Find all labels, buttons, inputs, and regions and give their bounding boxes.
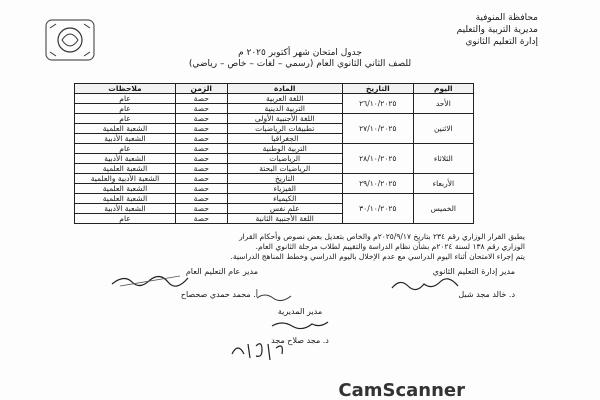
date-cell: ٢٩/١٠/٢٠٢٥ [342,174,413,194]
time-cell: حصة [176,184,228,194]
notes-cell: الشعبة العلمية [75,194,176,204]
footer-scan-text: CamScanner [338,380,465,400]
subject-cell: الجغرافيا [227,134,342,144]
day-cell: الخميس [413,194,473,224]
exam-schedule-table [74,83,474,224]
subject-cell: اللغة الأجنبية الثانية [227,214,342,224]
time-cell: حصة [176,214,228,224]
header-block [358,12,538,48]
signature-title: مدير إدارة التعليم الثانوي [432,267,515,276]
subject-cell: تطبيقات الرياضيات [227,124,342,134]
notes-cell: الشعبة الأدبية [75,134,176,144]
note-line: يطبق القرار الوزاري رقم ٢٣٤ بتاريخ ٢٠٢٥/٩/١٧م والخاص بتعديل بعض نصوص وأحكام القرار [239,232,525,241]
handwritten-date-icon [228,336,288,364]
subject-cell: الرياضيات [227,154,342,164]
notes-cell: الشعبة الأدبية [75,204,176,214]
subject-cell: الرياضيات البحتة [227,164,342,174]
notes-cell: الشعبة العلمية [75,164,176,174]
table-row [75,194,474,204]
department-label: إدارة التعليم الثانوي [465,37,538,47]
notes-cell: عام [75,104,176,114]
header-time: الزمن [176,84,228,94]
day-cell: الأحد [413,94,473,114]
table-row [75,94,474,104]
time-cell: حصة [176,174,228,184]
notes-cell: الشعبة العلمية [75,184,176,194]
time-cell: حصة [176,94,228,104]
time-cell: حصة [176,124,228,134]
date-cell: ٢٦/١٠/٢٠٢٥ [342,94,413,114]
notes-cell: الشعبة العلمية [75,124,176,134]
time-cell: حصة [176,134,228,144]
subject-cell: التاريخ [227,174,342,184]
header-notes: ملاحظات [75,84,176,94]
subject-cell: علم نفس [227,204,342,214]
header-subject: المادة [227,84,342,94]
header-day: اليوم [413,84,473,94]
header-date: التاريخ [342,84,413,94]
notes-cell: عام [75,214,176,224]
day-cell: الأربعاء [413,174,473,194]
subject-cell: الكيمياء [227,194,342,204]
date-cell: ٢٧/١٠/٢٠٢٥ [342,114,413,144]
subject-cell: اللغة الأجنبية الأولى [227,114,342,124]
subject-cell: اللغة العربية [227,94,342,104]
handwritten-signature-left-icon [110,270,190,290]
handwritten-mark-icon [255,290,295,304]
date-cell: ٣٠/١٠/٢٠٢٥ [342,194,413,224]
title-line-1: جدول امتحان شهر أكتوبر ٢٠٢٥ م [238,48,362,58]
time-cell: حصة [176,104,228,114]
directorate-label: مديرية التربية والتعليم [456,25,538,35]
day-cell: الاثنين [413,114,473,144]
note-line: الوزاري رقم ١٣٨ لسنة ٢٠٢٤م بشأن نظام الدراسة والتقييم لطلاب مرحلة الثانوي العام. [255,242,525,251]
date-cell: ٢٨/١٠/٢٠٢٥ [342,144,413,174]
table-row [75,114,474,124]
time-cell: حصة [176,154,228,164]
ministry-emblem-icon [44,18,96,62]
notes-cell: عام [75,144,176,154]
time-cell: حصة [176,194,228,204]
subject-cell: الفيزياء [227,184,342,194]
notes-cell: عام [75,114,176,124]
time-cell: حصة [176,164,228,174]
notes-cell: الشعبة الأدبية [75,154,176,164]
note-line: يتم إجراء الامتحان أثناء اليوم الدراسي مع عدم الإخلال باليوم الدراسي وخطط المناهج الدراسية. [230,252,525,261]
subject-cell: التربية الوطنية [227,144,342,154]
handwritten-signature-right-icon [390,276,460,292]
signature-name: د. مجد صلاح مجد [271,336,329,345]
time-cell: حصة [176,144,228,154]
notes-block [60,232,525,262]
document-title [150,48,450,70]
signature-title: مدير المديرية [277,307,323,316]
table-row [75,144,474,154]
table-header-row [75,84,474,94]
signature-title: مدير عام التعليم العام [185,267,258,276]
time-cell: حصة [176,114,228,124]
day-cell: الثلاثاء [413,144,473,174]
time-cell: حصة [176,204,228,214]
notes-cell: عام [75,94,176,104]
title-line-2: للصف الثاني الثانوي العام (رسمي – لغات – خاص – رياضي) [188,59,412,69]
table-row [75,174,474,184]
signature-name: د. خالد مجد شبل [458,290,515,299]
handwritten-signature-center-icon [270,318,330,330]
notes-cell: الشعبة الأدبية والعلمية [75,174,176,184]
subject-cell: التربية الدينية [227,104,342,114]
signature-name: أ. محمد حمدي صحصاح [180,290,258,299]
governorate-label: محافظة المنوفية [475,13,538,23]
